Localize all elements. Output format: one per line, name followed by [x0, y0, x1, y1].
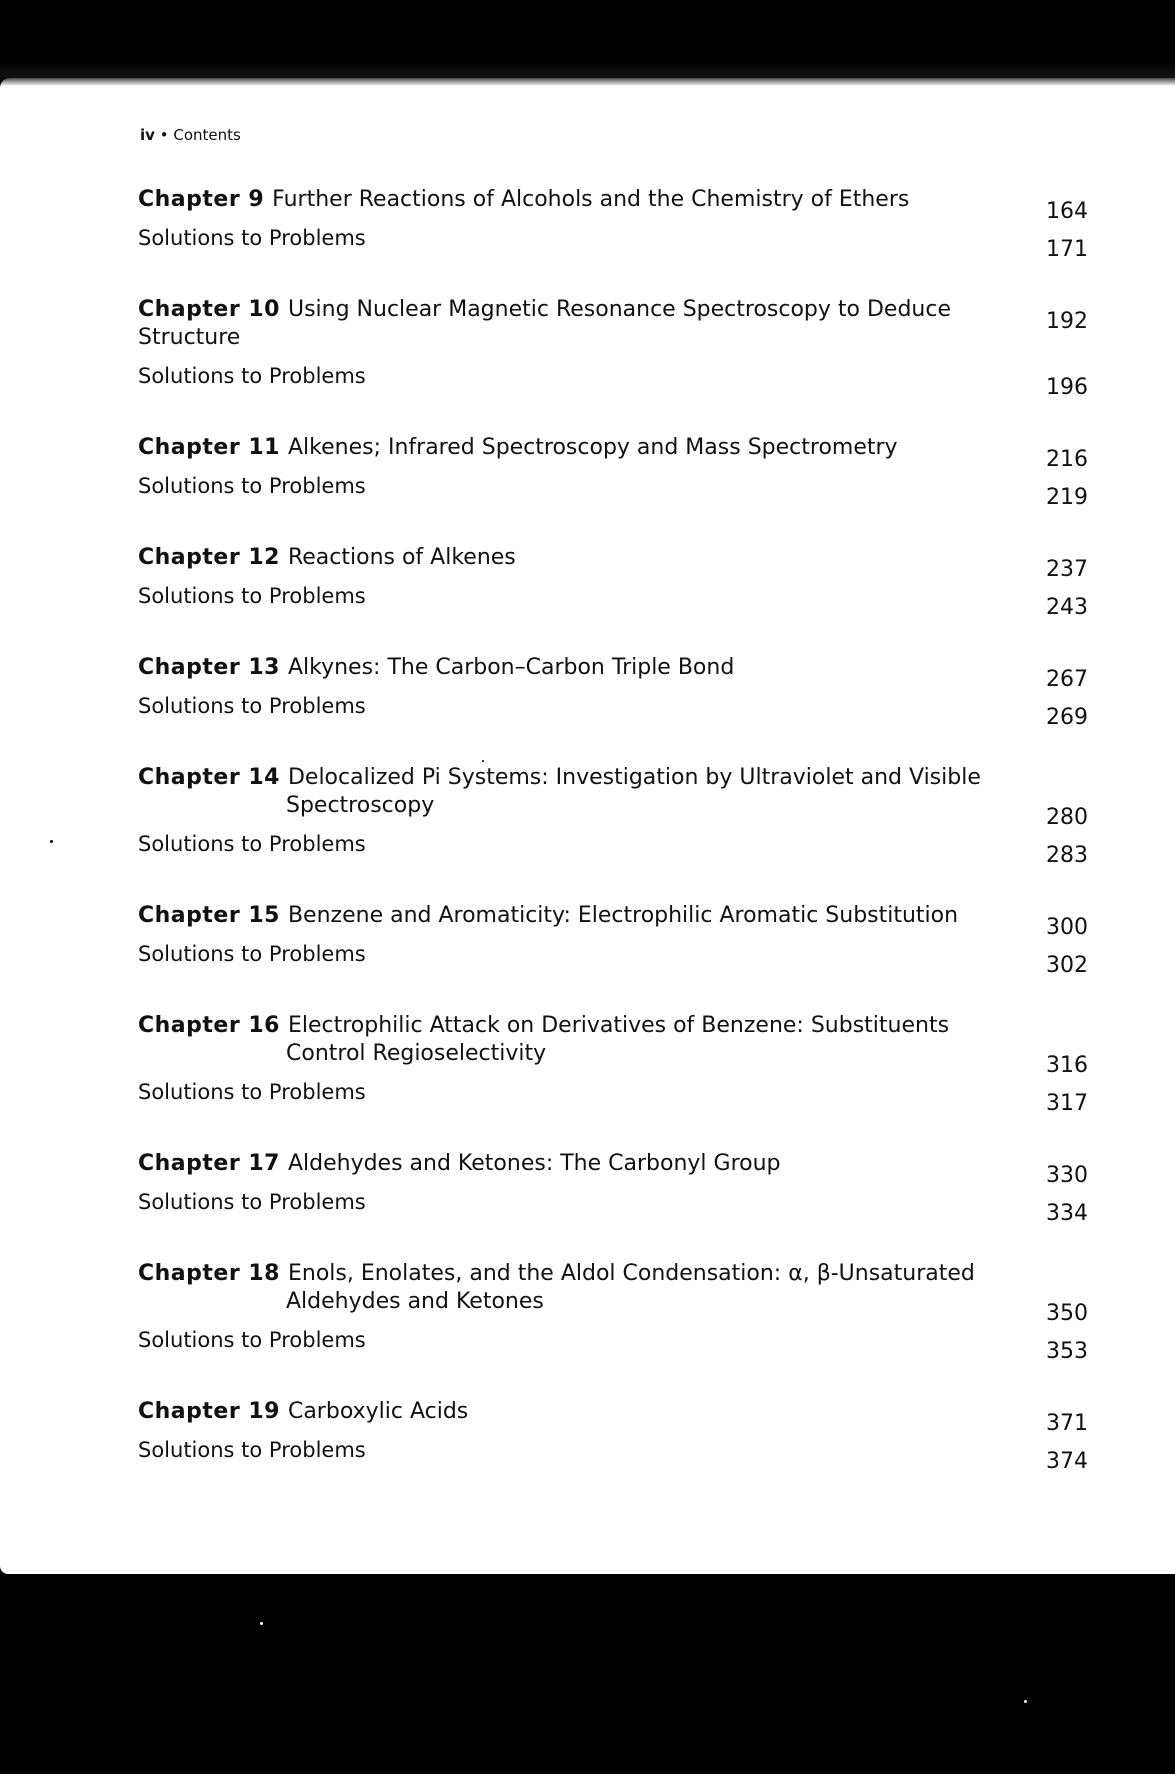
solutions-label: Solutions to Problems	[138, 1190, 366, 1214]
chapter-line	[138, 186, 1088, 224]
solutions-label: Solutions to Problems	[138, 226, 366, 250]
toc-entry	[138, 1398, 1088, 1474]
solutions-label: Solutions to Problems	[138, 584, 366, 608]
chapter-line	[138, 654, 1088, 692]
solutions-page-number: 374	[1046, 1449, 1088, 1474]
toc-entry	[138, 764, 1088, 868]
chapter-page-number: 350	[1046, 1301, 1088, 1326]
solutions-label: Solutions to Problems	[138, 364, 366, 388]
chapter-label: Chapter 17	[138, 1151, 280, 1176]
toc-entry	[138, 1260, 1088, 1364]
solutions-line	[138, 830, 1088, 868]
chapter-title: Alkynes: The Carbon–Carbon Triple Bond	[287, 655, 735, 680]
chapter-line	[138, 1260, 1088, 1326]
solutions-page-number: 283	[1046, 843, 1088, 868]
chapter-label: Chapter 10	[138, 297, 280, 322]
chapter-label: Chapter 15	[138, 903, 280, 928]
chapter-page-number: 330	[1046, 1163, 1088, 1188]
solutions-line	[138, 362, 1088, 400]
toc-entry	[138, 544, 1088, 620]
chapter-title: Alkenes; Infrared Spectroscopy and Mass Spectrometry	[287, 435, 898, 460]
chapter-label: Chapter 11	[138, 435, 280, 460]
chapter-page-number: 316	[1046, 1053, 1088, 1078]
chapter-title-continued: Control Regioselectivity	[286, 1041, 547, 1066]
section-name: Contents	[173, 126, 241, 144]
chapter-title: Aldehydes and Ketones: The Carbonyl Group	[287, 1151, 781, 1176]
chapter-line	[138, 1150, 1088, 1188]
chapter-label: Chapter 13	[138, 655, 280, 680]
chapter-title: Benzene and Aromaticity: Electrophilic Aromatic Substitution	[287, 903, 959, 928]
solutions-line	[138, 940, 1088, 978]
chapter-title: Carboxylic Acids	[287, 1399, 469, 1424]
solutions-label: Solutions to Problems	[138, 942, 366, 966]
solutions-label: Solutions to Problems	[138, 832, 366, 856]
chapter-page-number: 216	[1046, 447, 1088, 472]
toc-entry	[138, 902, 1088, 978]
chapter-line	[138, 544, 1088, 582]
chapter-line	[138, 434, 1088, 472]
scan-speck	[482, 760, 484, 762]
solutions-page-number: 353	[1046, 1339, 1088, 1364]
chapter-line	[138, 764, 1088, 830]
chapter-label: Chapter 14	[138, 765, 280, 790]
solutions-line	[138, 1188, 1088, 1226]
chapter-label: Chapter 12	[138, 545, 280, 570]
solutions-line	[138, 472, 1088, 510]
solutions-page-number: 334	[1046, 1201, 1088, 1226]
solutions-label: Solutions to Problems	[138, 1080, 366, 1104]
chapter-label: Chapter 16	[138, 1013, 280, 1038]
solutions-page-number: 196	[1046, 375, 1088, 400]
chapter-title: Enols, Enolates, and the Aldol Condensation: α, β-Unsaturated	[287, 1261, 975, 1286]
scan-speck	[50, 840, 53, 843]
solutions-page-number: 302	[1046, 953, 1088, 978]
toc-entry	[138, 654, 1088, 730]
toc-entry	[138, 186, 1088, 262]
solutions-line	[138, 1326, 1088, 1364]
chapter-title: Using Nuclear Magnetic Resonance Spectroscopy to Deduce Structure	[138, 297, 951, 350]
toc-entry	[138, 296, 1088, 400]
chapter-label: Chapter 19	[138, 1399, 280, 1424]
solutions-line	[138, 1436, 1088, 1474]
solutions-line	[138, 692, 1088, 730]
chapter-label: Chapter 9	[138, 187, 265, 212]
scan-speck	[260, 1622, 263, 1625]
toc-entry	[138, 1012, 1088, 1116]
chapter-page-number: 300	[1046, 915, 1088, 940]
solutions-label: Solutions to Problems	[138, 474, 366, 498]
chapter-line	[138, 1398, 1088, 1436]
scan-speck	[96, 4, 99, 7]
page-top-edge	[0, 60, 1175, 86]
chapter-title-continued: Aldehydes and Ketones	[286, 1289, 544, 1314]
chapter-page-number: 280	[1046, 805, 1088, 830]
solutions-page-number: 269	[1046, 705, 1088, 730]
solutions-line	[138, 582, 1088, 620]
chapter-title: Electrophilic Attack on Derivatives of Benzene: Substituents	[287, 1013, 950, 1038]
bullet: •	[159, 126, 169, 144]
table-of-contents	[138, 186, 1088, 1508]
chapter-title: Delocalized Pi Systems: Investigation by Ultraviolet and Visible	[287, 765, 981, 790]
running-head	[140, 126, 241, 144]
chapter-title: Further Reactions of Alcohols and the Chemistry of Ethers	[272, 187, 910, 212]
solutions-label: Solutions to Problems	[138, 1438, 366, 1462]
toc-entry	[138, 434, 1088, 510]
solutions-page-number: 243	[1046, 595, 1088, 620]
chapter-line	[138, 902, 1088, 940]
page-label: iv	[140, 126, 155, 144]
solutions-line	[138, 224, 1088, 262]
chapter-page-number: 237	[1046, 557, 1088, 582]
solutions-label: Solutions to Problems	[138, 694, 366, 718]
chapter-page-number: 371	[1046, 1411, 1088, 1436]
solutions-page-number: 219	[1046, 485, 1088, 510]
solutions-page-number: 171	[1046, 237, 1088, 262]
chapter-page-number: 164	[1046, 199, 1088, 224]
solutions-label: Solutions to Problems	[138, 1328, 366, 1352]
chapter-page-number: 192	[1046, 309, 1088, 334]
chapter-page-number: 267	[1046, 667, 1088, 692]
solutions-page-number: 317	[1046, 1091, 1088, 1116]
chapter-title-continued: Spectroscopy	[286, 793, 435, 818]
chapter-line	[138, 1012, 1088, 1078]
chapter-title: Reactions of Alkenes	[287, 545, 516, 570]
chapter-label: Chapter 18	[138, 1261, 280, 1286]
solutions-line	[138, 1078, 1088, 1116]
scan-speck	[1024, 1700, 1027, 1703]
chapter-line	[138, 296, 1088, 352]
toc-entry	[138, 1150, 1088, 1226]
